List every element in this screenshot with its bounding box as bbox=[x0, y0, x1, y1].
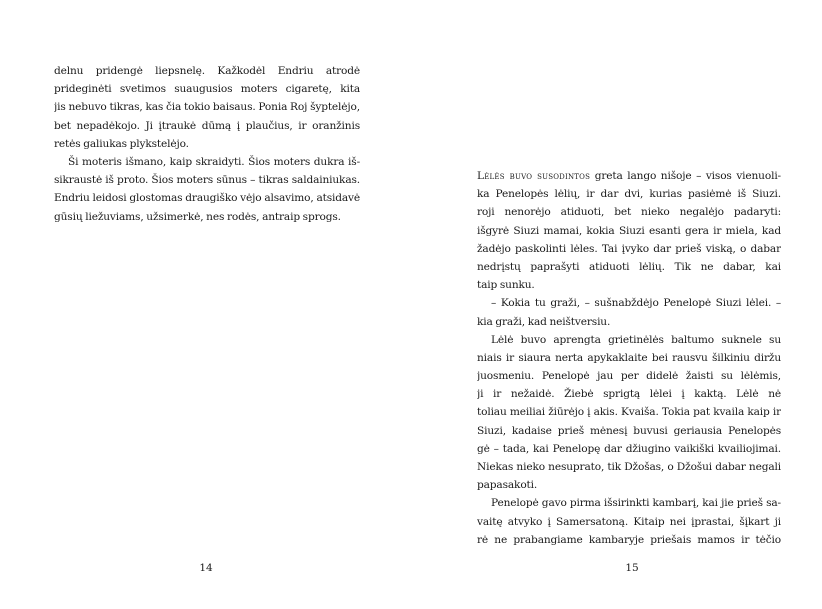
text-line: roji nenorėjo atiduoti, bet nieko negalėjo padaryti: bbox=[477, 206, 781, 219]
text-line: rė ne prabangiame kambaryje priešais mamos ir tėčio bbox=[477, 533, 781, 546]
left-page-text bbox=[54, 62, 360, 226]
text-line: gūsių liežuviams, užsimerkė, nes rodės, antraip sprogs. bbox=[54, 210, 341, 223]
text-line: Endriu leidosi glostomas draugiško vėjo alsavimo, atsidavė bbox=[54, 192, 360, 205]
text-line: kia graži, kad neištversiu. bbox=[477, 315, 611, 328]
text-line: Lėlė buvo aprengta grietinėlės baltumo suknele su bbox=[491, 333, 781, 346]
text-line: retės galiukas plykstelėjo. bbox=[54, 137, 189, 150]
right-page-text bbox=[477, 167, 781, 549]
right-page bbox=[411, 0, 822, 609]
text-line: Ši moteris išmano, kaip skraidyti. Šios moters dukra iš- bbox=[68, 155, 360, 168]
text-line: toliau meiliai žiūrėjo į akis. Kvaiša. Tokia pat kvaila kaip ir bbox=[477, 406, 781, 419]
text-line: delnu pridengė liepsnelę. Kažkodėl Endriu atrodė bbox=[54, 65, 360, 77]
text-line: Penelopė gavo pirma išsirinkti kambarį, kai jie prieš sa- bbox=[491, 497, 781, 510]
text-line: sikraustė iš proto. Šios moters sūnus – tikras saldainiukas. bbox=[54, 174, 360, 187]
text-line: nedrįstų paprašyti atiduoti lėlių. Tik ne dabar, kai bbox=[477, 260, 781, 273]
text-line: – Kokia tu graži, – sušnabždėjo Penelopė Siuzi lėlei. – bbox=[491, 297, 781, 310]
text-line: vaitę atvyko į Samersatoną. Kitaip nei įprastai, šįkart ji bbox=[477, 515, 781, 528]
text-line: Niekas nieko nesuprato, tik Džošas, o Džošui dabar negali bbox=[477, 461, 781, 473]
text-line: jis nebuvo tikras, kas čia tokio baisaus. Ponia Roj šyptelėjo, bbox=[54, 101, 360, 114]
right-page-number: 15 bbox=[625, 562, 639, 574]
text-line: žadėjo paskolinti lėles. Tai įvyko dar prieš viską, o dabar bbox=[477, 242, 781, 255]
text-line: gė – tada, kai Penelopę dar džiugino vaikiški kvailiojimai. bbox=[477, 442, 781, 455]
opening-smallcaps: Lėlės buvo susodintos bbox=[477, 170, 591, 182]
text-line: ji ir nežaidė. Žiebė sprigtą lėlei į kaktą. Lėlė nė bbox=[477, 388, 781, 401]
text-line: prideginėti svetimos suaugusios moters cigaretę, kita bbox=[54, 83, 360, 96]
text-line: juosmeniu. Penelopė jau per didelė žaisti su lėlėmis, bbox=[477, 370, 781, 383]
opening-line-rest: greta lango nišoje – visos vienuoli- bbox=[590, 170, 781, 182]
text-line: Siuzi, kadaise prieš mėnesį buvusi geriausia Penelopės bbox=[477, 424, 781, 437]
text-line: niais ir siaura nerta apykaklaite bei rausvu šilkiniu diržu bbox=[477, 351, 781, 364]
text-line: taip sunku. bbox=[477, 279, 535, 292]
text-line: išgyrė Siuzi mamai, kokia Siuzi esanti gera ir miela, kad bbox=[477, 224, 781, 237]
text-line: ka Penelopės lėlių, ir dar dvi, kurias pasiėmė iš Siuzi. bbox=[477, 188, 781, 201]
text-line: papasakoti. bbox=[477, 479, 538, 492]
chapter-opening-line bbox=[477, 167, 781, 185]
text-line: bet nepadėkojo. Ji įtraukė dūmą į plaučius, ir oranžinis bbox=[54, 119, 360, 132]
left-page-number: 14 bbox=[199, 562, 213, 574]
